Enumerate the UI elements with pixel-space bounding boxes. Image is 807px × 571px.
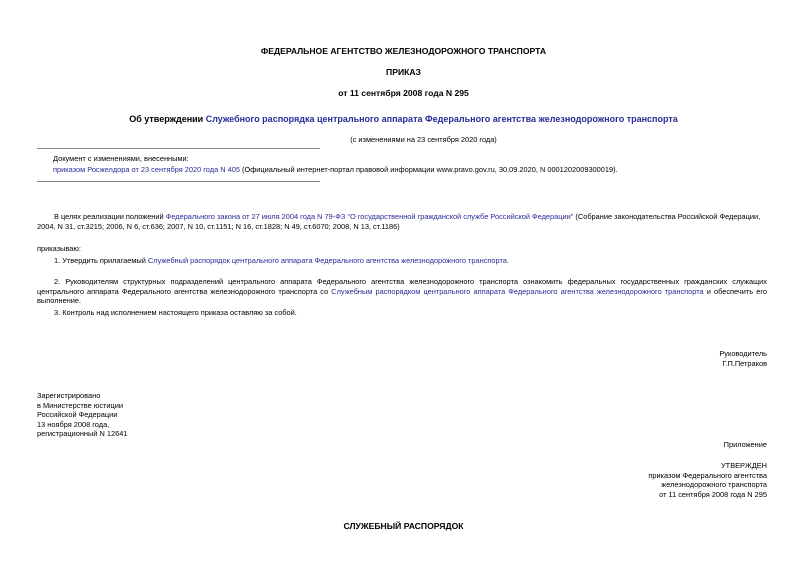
registration-line: Зарегистрировано [37, 391, 101, 400]
revision-note: (с изменениями на 23 сентября 2020 года) [350, 135, 497, 144]
item-1 [54, 256, 767, 266]
item-1-link[interactable]: Служебный распорядок центрального аппарата Федерального агентства железнодорожного транспорта [147, 256, 507, 265]
order-word: приказываю: [37, 244, 81, 253]
changes-heading: Документ с изменениями, внесенными: [53, 154, 189, 163]
changes-entry [53, 165, 783, 175]
title-link[interactable]: Служебного распорядка центрального аппарата Федерального агентства железнодорожного транспорта [205, 114, 678, 124]
registration-line: 13 ноября 2008 года, [37, 419, 110, 429]
doc-type-heading: ПРИКАЗ [386, 67, 421, 77]
item-3: 3. Контроль над исполнением настоящего приказа оставляю за собой. [54, 308, 297, 317]
registration-block [37, 391, 127, 439]
preamble-before: В целях реализации положений [54, 212, 166, 221]
item-2-after: и обеспечить его выполнение. [37, 286, 767, 306]
item-2-link[interactable]: Служебным распорядком центрального аппарата Федерального агентства железнодорожного транспорта [331, 286, 704, 296]
changes-link[interactable]: приказом Росжелдора от 23 сентября 2020 года N 405 [53, 165, 240, 174]
registration-line: Российской Федерации [37, 410, 118, 420]
item-2-before: 2. Руководителям структурных подразделений центрального аппарата Федерального агентства железнодорожного транспорта ознакомить федеральных государственных гражданских служащих центрального аппарата Федерального агентства железнодорожного транспорта со [37, 277, 767, 296]
registration-line: регистрационный N 12641 [37, 429, 128, 439]
approved-label: УТВЕРЖДЕН [720, 461, 767, 470]
registration-line: в Министерстве юстиции [37, 400, 124, 410]
approved-line: приказом Федерального агентства [648, 470, 767, 480]
approved-line: от 11 сентября 2008 года N 295 [659, 489, 767, 499]
changes-bottom-rule [37, 181, 320, 182]
appendix-block [517, 461, 767, 499]
federal-law-link[interactable]: Федерального закона от 27 июля 2004 года N 79-ФЗ "О государственной гражданской службе Российской Федерации" [165, 212, 574, 221]
changes-top-rule [37, 148, 320, 149]
agency-heading: ФЕДЕРАЛЬНОЕ АГЕНТСТВО ЖЕЛЕЗНОДОРОЖНОГО ТРАНСПОРТА [260, 46, 547, 56]
bottom-heading: СЛУЖЕБНЫЙ РАСПОРЯДОК [343, 521, 464, 531]
changes-source: (Официальный интернет-портал правовой информации www.pravo.gov.ru, 30.09.2020, N 0001202009300019). [239, 165, 618, 174]
item-1-after: . [506, 256, 509, 265]
approved-line: железнодорожного транспорта [661, 480, 767, 490]
title-prefix: Об утверждении [129, 114, 206, 124]
preamble-after: (Собрание законодательства Российской Федерации, 2004, N 31, ст.3215; 2006, N 6, ст.636; 2007, N 10, ст.1151; N 16, ст.1828; N 49, ст.6070; 2008, N 13, ст.1186) [37, 212, 761, 231]
preamble-paragraph [37, 212, 767, 231]
signature-role: Руководитель [719, 349, 767, 358]
item-1-before: 1. Утвердить прилагаемый [54, 256, 148, 265]
item-2 [37, 277, 767, 306]
appendix-label: Приложение [723, 440, 767, 449]
signature-name: Г.П.Петраков [722, 359, 767, 368]
document-title [0, 114, 807, 124]
doc-date-number: от 11 сентября 2008 года N 295 [338, 88, 469, 98]
